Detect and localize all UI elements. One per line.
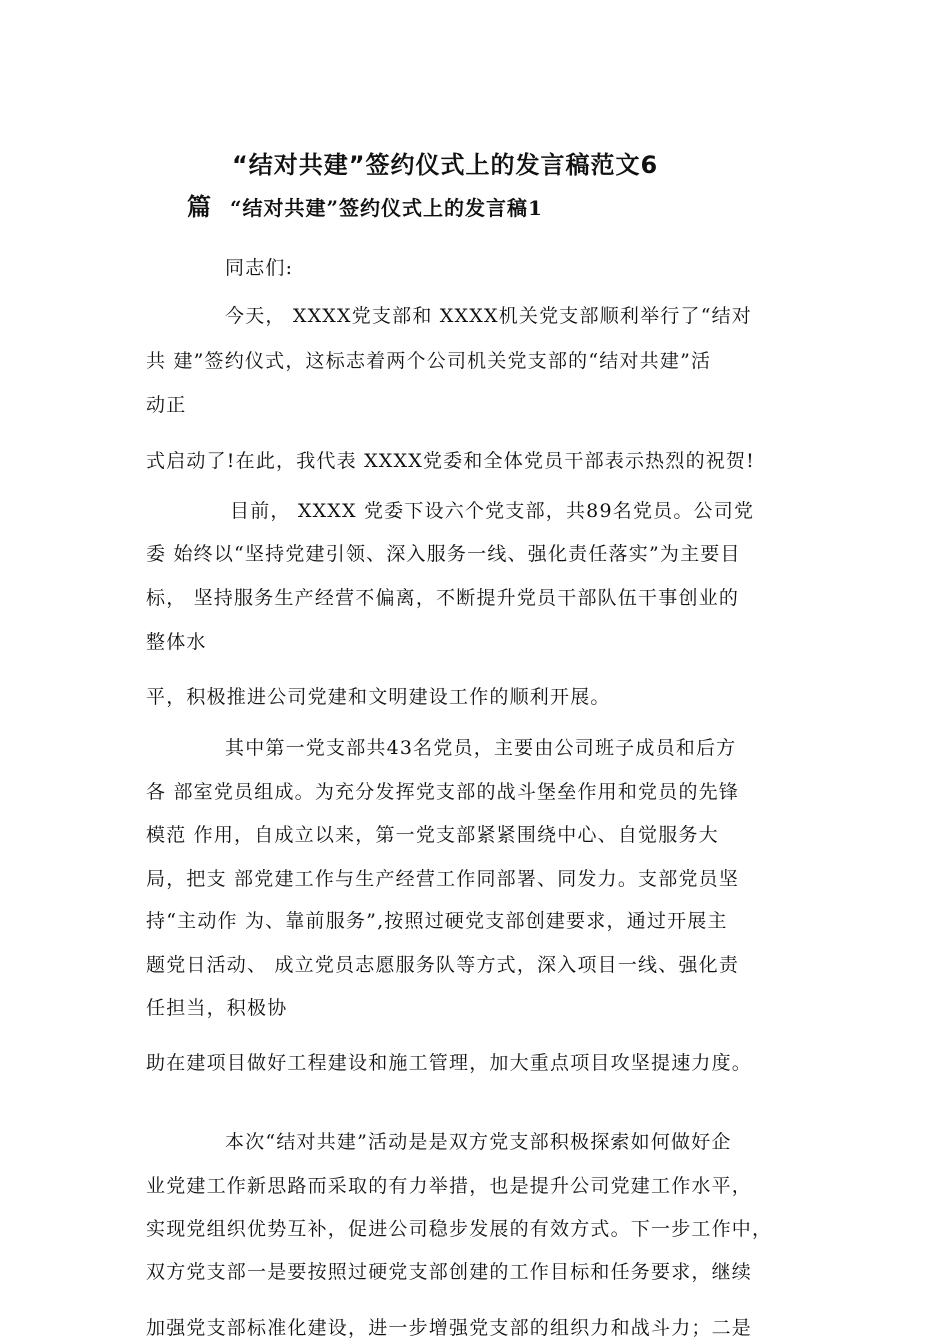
paragraph-line: 式启动了!在此，我代表 XXXX党委和全体党员干部表示热烈的祝贺! bbox=[146, 450, 756, 472]
paragraph-line: 助在建项目做好工程建设和施工管理，加大重点项目攻坚提速力度。 bbox=[146, 1052, 753, 1074]
paragraph-line: 加强党支部标准化建设，进一步增强党支部的组织力和战斗力；二是 bbox=[146, 1317, 753, 1339]
document-title: “结对共建”签约仪式上的发言稿范文6 bbox=[232, 151, 659, 179]
paragraph-line: 目前， XXXX 党委下设六个党支部，共89名党员。公司党 bbox=[230, 500, 755, 522]
paragraph-line: 局，把支 部党建工作与生产经营工作同部署、同发力。支部党员坚 bbox=[146, 868, 740, 890]
paragraph-line: 今天， XXXX党支部和 XXXX机关党支部顺利举行了“结对 bbox=[225, 305, 753, 327]
subtitle-text: “结对共建”签约仪式上的发言稿1 bbox=[230, 196, 543, 220]
paragraph-line: 标， 坚持服务生产经营不偏离，不断提升党员干部队伍干事创业的 bbox=[146, 587, 740, 609]
paragraph-line: 模范 作用，自成立以来，第一党支部紧紧围绕中心、自觉服务大 bbox=[146, 824, 719, 846]
paragraph-line: 任担当，积极协 bbox=[146, 997, 288, 1019]
subtitle-prefix: 篇 bbox=[187, 193, 212, 221]
paragraph-line: 持“主动作 为、靠前服务”,按照过硬党支部创建要求，通过开展主 bbox=[146, 910, 728, 932]
paragraph-line: 实现党组织优势互补，促进公司稳步发展的有效方式。下一步工作中， bbox=[146, 1218, 773, 1240]
paragraph-line: 本次“结对共建”活动是是双方党支部积极探索如何做好企 bbox=[225, 1131, 732, 1153]
paragraph-line: 双方党支部一是要按照过硬党支部创建的工作目标和任务要求，继续 bbox=[146, 1261, 753, 1283]
paragraph-line: 业党建工作新思路而采取的有力举措，也是提升公司党建工作水平， bbox=[146, 1175, 753, 1197]
paragraph-line: 题党日活动、 成立党员志愿服务队等方式，深入项目一线、强化责 bbox=[146, 954, 740, 976]
paragraph-line: 共 建”签约仪式，这标志着两个公司机关党支部的“结对共建”活 bbox=[146, 350, 712, 372]
paragraph-line: 整体水 bbox=[146, 631, 207, 653]
paragraph-line: 动正 bbox=[146, 394, 187, 416]
paragraph-line: 委 始终以“坚持党建引领、深入服务一线、强化责任落实”为主要目 bbox=[146, 543, 741, 565]
paragraph-line: 其中第一党支部共43名党员，主要由公司班子成员和后方 bbox=[225, 737, 737, 759]
document-subtitle bbox=[187, 192, 543, 223]
paragraph-line: 同志们: bbox=[225, 257, 294, 279]
paragraph-line: 各 部室党员组成。为充分发挥党支部的战斗堡垒作用和党员的先锋 bbox=[146, 781, 740, 803]
paragraph-line: 平，积极推进公司党建和文明建设工作的顺利开展。 bbox=[146, 686, 611, 708]
